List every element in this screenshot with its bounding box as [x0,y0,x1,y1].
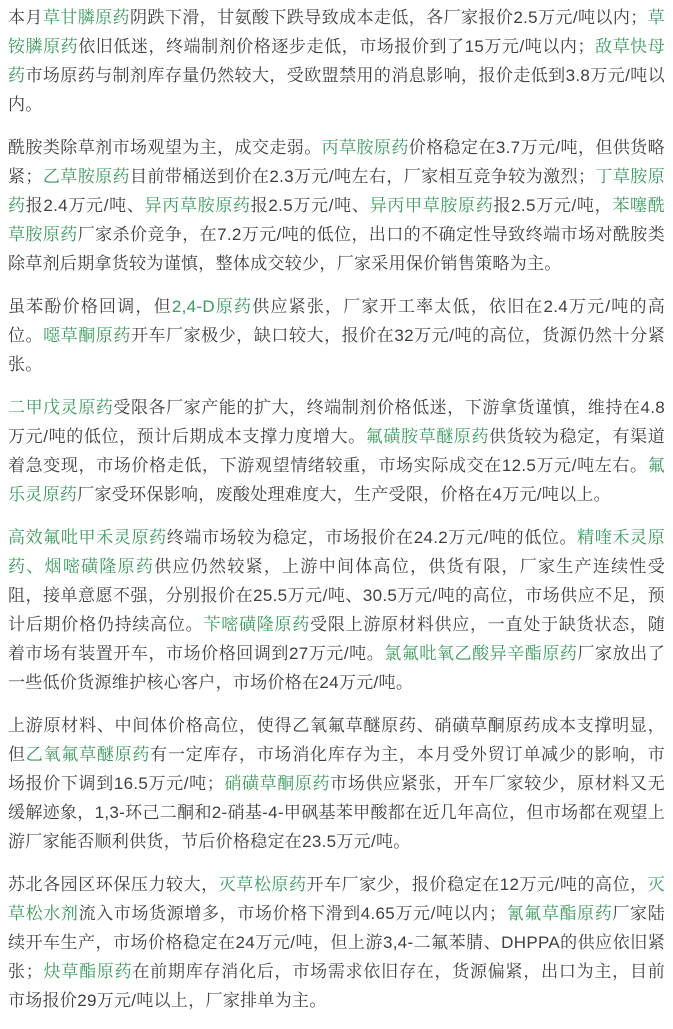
paragraph-4 [8,393,665,509]
product-term-link[interactable]: 二甲戊灵原药 [8,398,114,417]
text-run: 目前带桶送到价在2.3万元/吨左右，厂家相互竞争较为激烈； [129,167,596,186]
product-term-link[interactable]: 氰氟草酯原药 [506,904,613,923]
text-run: 厂家放出了一些低价货源维护核心客户，市场价格在24万元/吨。 [8,644,665,692]
product-term-link[interactable]: 高效氟吡甲禾灵原药 [8,528,167,547]
paragraph-6 [8,711,665,856]
product-term-link[interactable]: 硝磺草酮原药 [224,774,331,793]
text-run: 厂家受环保影响，废酸处理难度大，生产受限，价格在4万元/吨以上。 [77,485,611,504]
text-run: 上游原材料、中间体价格高位，使得乙氧氟草醚原药、硝磺草酮原药成本支撑明显，但 [8,716,665,764]
text-run: 酰胺类除草剂市场观望为主，成交走弱。 [8,138,322,157]
product-term-link[interactable]: 2,4-D原药 [171,297,253,316]
product-term-link[interactable]: 氟磺胺草醚原药 [365,427,490,446]
text-run: 开车厂家极少，缺口较大，报价在32万元/吨的高位，货源仍然十分紧张。 [8,326,665,374]
text-run: 有一定库存，市场消化库存为主，本月受外贸订单减少的影响，市场报价下调到16.5万元/吨； [8,745,665,793]
text-run: 市场原药与制剂库存量仍然较大，受欧盟禁用的消息影响，报价走低到3.8万元/吨以内。 [8,66,665,114]
paragraph-5 [8,523,665,697]
product-term-link[interactable]: 灭草松水剂 [8,875,666,923]
text-run: 市场供应紧张，开车厂家较少，原材料又无缓解迹象，1,3-环己二酮和2-硝基-4-甲砜基苯甲酸都在近几年高位，但市场都在观望上游厂家能否顺利供货，节后价格稳定在23.5万元/吨。 [8,774,665,851]
text-run: 开车厂家少，报价稳定在12万元/吨的高位， [306,875,648,894]
product-term-link[interactable]: 灭草松原药 [218,875,307,894]
product-term-link[interactable]: 乙氧氟草醚原药 [25,745,151,764]
product-term-link[interactable]: 丁草胺原药 [8,167,665,215]
text-run: 苏北各园区环保压力较大， [8,875,219,894]
paragraph-1 [8,3,665,119]
text-run: 厂家陆续开车生产，市场价格稳定在24万元/吨，但上游3,4-二氟苯腈、DHPPA的供应依旧紧张； [8,904,665,981]
text-run: 供应紧张，厂家开工率太低，依旧在2.4万元/吨的高位。 [8,297,665,345]
paragraph-7 [8,870,665,1015]
text-run: 报2.4万元/吨、 [25,196,145,215]
text-run: 受限各厂家产能的扩大，终端制剂价格低迷，下游拿货谨慎，维持在4.8万元/吨的低位，预计后期成本支撑力度增大。 [8,398,665,446]
text-run: 报2.5万元/吨、 [250,196,370,215]
paragraph-3 [8,292,665,379]
product-term-link[interactable]: 炔草酯原药 [43,962,133,981]
text-run: 厂家杀价竞争，在7.2万元/吨的低位，出口的不确定性导致终端市场对酰胺类除草剂后期拿货较为谨慎，整体成交较少，厂家采用保价销售策略为主。 [8,225,665,273]
product-term-link[interactable]: 丙草胺原药 [321,138,409,157]
text-run: 流入市场货源增多，市场价格下滑到4.65万元/吨以内； [78,904,507,923]
text-run: 依旧低迷，终端制剂价格逐步走低，市场报价到了15万元/吨以内； [78,37,595,56]
product-term-link[interactable]: 草甘膦原药 [42,8,130,27]
text-run: 供应仍然较紧，上游中间体高位，供货有限，厂家生产连续性受阻，接单意愿不强，分别报价在25.5万元/吨、30.5万元/吨的高位，市场供应不足，预计后期价格仍持续高位。 [8,557,665,634]
product-term-link[interactable]: 氟乐灵原药 [8,456,665,504]
product-term-link[interactable]: 草铵膦原药 [8,8,665,56]
product-term-link[interactable]: 苄嘧磺隆原药 [203,615,311,634]
text-run: 虽苯酚价格回调，但 [8,297,172,316]
text-run: 报2.5万元/吨， [493,196,613,215]
product-term-link[interactable]: 精喹禾灵原药、烟嘧磺隆原药 [8,528,666,576]
product-term-link[interactable]: 异丙甲草胺原药 [369,196,494,215]
text-run: 在前期库存消化后，市场需求依旧存在，货源偏紧，出口为主，目前市场报价29万元/吨以上，厂家排单为主。 [8,962,666,1010]
product-term-link[interactable]: 乙草胺原药 [42,167,130,186]
paragraph-2 [8,133,665,278]
product-term-link[interactable]: 氯氟吡氧乙酸异辛酯原药 [384,644,578,663]
text-run: 供货较为稳定，有渠道着急变现，市场价格走低，下游观望情绪较重，市场实际成交在12.5万元/吨左右。 [8,427,665,475]
product-term-link[interactable]: 异丙草胺原药 [144,196,251,215]
text-run: 价格稳定在3.7万元/吨，但供货略紧； [8,138,665,186]
text-run: 阴跌下滑，甘氨酸下跌导致成本走低，各厂家报价2.5万元/吨以内； [129,8,648,27]
product-term-link[interactable]: 噁草酮原药 [43,326,131,345]
text-run: 本月 [8,8,43,27]
text-run: 终端市场较为稳定，市场报价在24.2万元/吨的低位。 [166,528,578,547]
product-term-link[interactable]: 苯噻酰草胺原药 [8,196,666,244]
product-term-link[interactable]: 敌草快母药 [8,37,665,85]
text-run: 受限上游原材料供应，一直处于缺货状态，随着市场有装置开车，市场价格回调到27万元/吨。 [8,615,665,663]
